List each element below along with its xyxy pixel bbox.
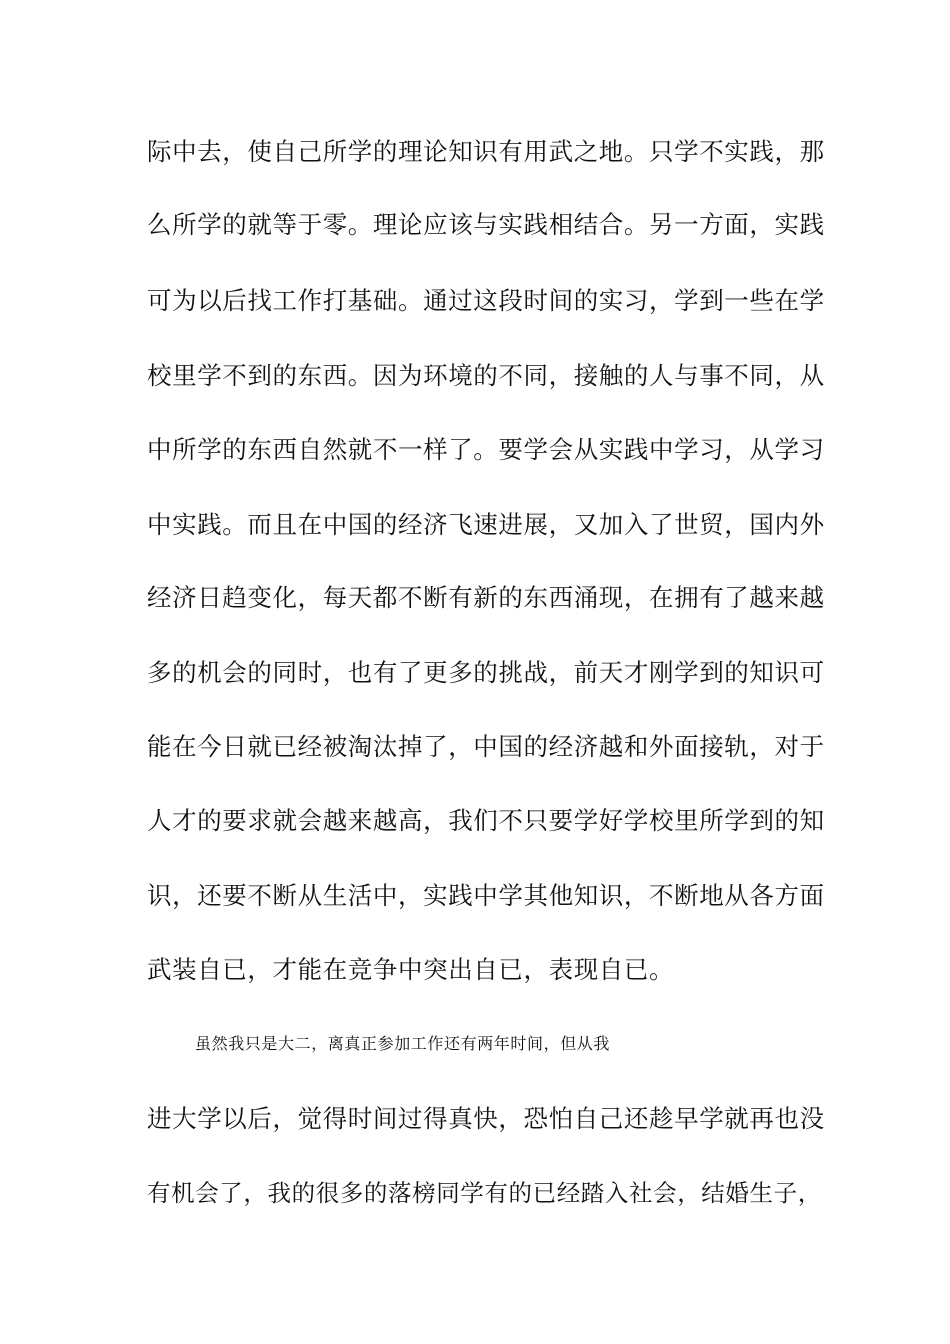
text-line: 多的机会的同时，也有了更多的挑战，前天才刚学到的知识可 (147, 658, 825, 687)
text-line: 么所学的就等于零。理论应该与实践相结合。另一方面，实践 (147, 210, 825, 239)
paragraph-first-line: 虽然我只是大二，离真正参加工作还有两年时间，但从我 (195, 1034, 611, 1053)
text-line: 进大学以后，觉得时间过得真快，恐怕自己还趁早学就再也没 (147, 1104, 825, 1133)
text-line: 中实践。而且在中国的经济飞速进展，又加入了世贸，国内外 (147, 510, 825, 539)
text-line: 人才的要求就会越来越高，我们不只要学好学校里所学到的知 (147, 806, 825, 835)
text-line: 武装自已，才能在竞争中突出自已，表现自已。 (147, 955, 675, 984)
text-line: 有机会了，我的很多的落榜同学有的已经踏入社会，结婚生子， (147, 1179, 822, 1207)
text-line: 经济日趋变化，每天都不断有新的东西涌现，在拥有了越来越 (147, 583, 825, 612)
text-line: 中所学的东西自然就不一样了。要学会从实践中学习，从学习 (147, 435, 825, 464)
text-line: 际中去，使自己所学的理论知识有用武之地。只学不实践，那 (147, 137, 825, 166)
text-line: 识，还要不断从生活中，实践中学其他知识，不断地从各方面 (147, 881, 825, 910)
text-line: 能在今日就已经被淘汰掉了，中国的经济越和外面接轨，对于 (147, 732, 825, 761)
text-line: 校里学不到的东西。因为环境的不同，接触的人与事不同，从 (147, 361, 825, 390)
text-line: 可为以后找工作打基础。通过这段时间的实习，学到一些在学 (147, 286, 825, 315)
